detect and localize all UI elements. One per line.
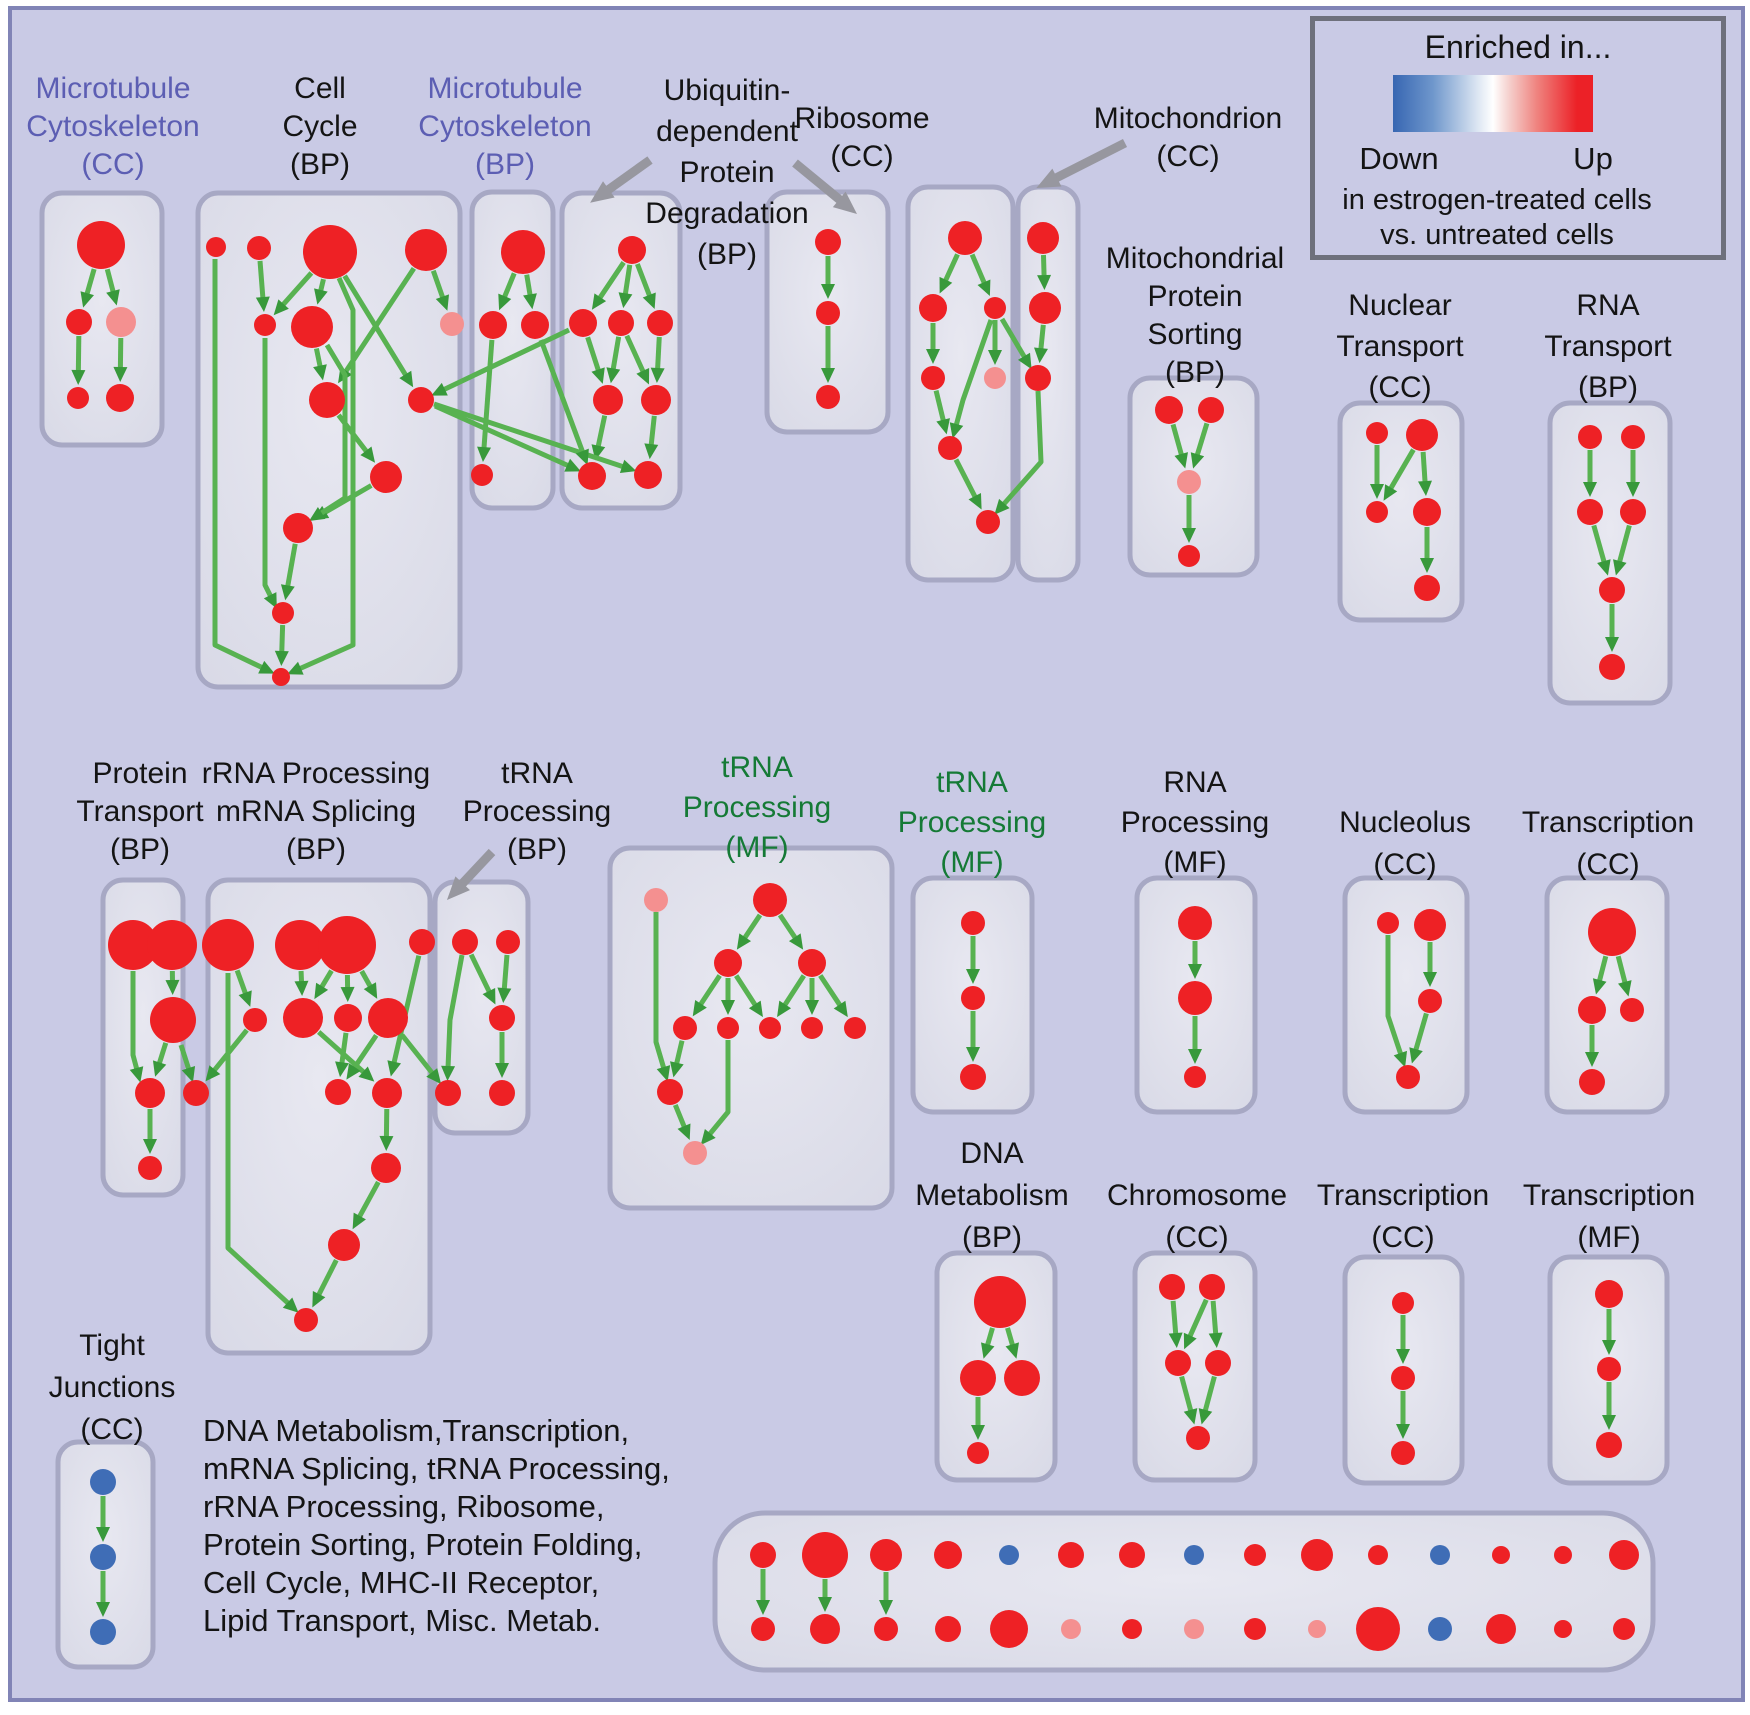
legend-subtitle-line2: vs. untreated cells bbox=[1380, 219, 1614, 251]
go-term-node bbox=[1308, 1620, 1326, 1638]
go-term-node bbox=[961, 911, 985, 935]
go-term-node bbox=[919, 294, 947, 322]
go-term-node bbox=[634, 461, 662, 489]
go-term-node bbox=[1486, 1614, 1516, 1644]
go-term-node bbox=[990, 1610, 1028, 1648]
go-term-node bbox=[452, 929, 478, 955]
go-term-node bbox=[1061, 1619, 1081, 1639]
go-term-node bbox=[801, 1017, 823, 1039]
go-term-node bbox=[1406, 419, 1438, 451]
go-term-node bbox=[318, 916, 376, 974]
go-term-node bbox=[608, 310, 634, 336]
edge-arrow bbox=[1423, 452, 1425, 483]
cluster-label-trna-processing-mf-1: tRNA Processing (MF) bbox=[682, 751, 832, 864]
go-term-node bbox=[206, 237, 226, 257]
go-term-node bbox=[334, 1004, 362, 1032]
go-term-node bbox=[1119, 1542, 1145, 1568]
go-term-node bbox=[1122, 1619, 1142, 1639]
go-term-node bbox=[798, 949, 826, 977]
edge-arrow bbox=[527, 275, 531, 297]
go-term-node bbox=[1186, 1426, 1210, 1450]
go-term-node bbox=[753, 883, 787, 917]
go-term-node bbox=[999, 1545, 1019, 1565]
go-term-node bbox=[1588, 908, 1636, 956]
go-term-node bbox=[435, 1080, 461, 1106]
legend-title: Enriched in... bbox=[1424, 29, 1612, 65]
go-term-node bbox=[1025, 365, 1051, 391]
go-term-node bbox=[1414, 575, 1440, 601]
go-term-node bbox=[948, 221, 982, 255]
cluster-label-dna-metabolism-bp: DNA Metabolism (BP) bbox=[915, 1137, 1069, 1254]
go-term-node bbox=[471, 464, 493, 486]
go-term-node bbox=[1596, 1432, 1622, 1458]
cluster-label-rrna-processing-mrna-splicing-bp: rRNA Processing mRNA Splicing (BP) bbox=[201, 757, 431, 866]
cluster-label-protein-transport-bp: Protein Transport (BP) bbox=[76, 757, 204, 866]
go-term-node bbox=[90, 1469, 116, 1495]
go-term-node bbox=[303, 225, 357, 279]
go-term-node bbox=[641, 385, 671, 415]
go-term-node bbox=[961, 986, 985, 1010]
go-term-node bbox=[1377, 912, 1399, 934]
cluster-label-rna-processing-mf: RNA Processing (MF) bbox=[1120, 766, 1270, 879]
go-term-node bbox=[501, 230, 545, 274]
go-term-node bbox=[1595, 1280, 1623, 1308]
cluster-box-nuclear-transport-cc bbox=[1340, 403, 1462, 620]
cluster-label-tight-junctions-cc: Tight Junctions (CC) bbox=[48, 1329, 176, 1446]
cluster-label-cell-cycle-bp: Cell Cycle (BP) bbox=[282, 72, 358, 181]
go-term-node bbox=[372, 1078, 402, 1108]
go-term-node bbox=[1178, 981, 1212, 1015]
go-term-node bbox=[751, 1617, 775, 1641]
go-term-node bbox=[243, 1008, 267, 1032]
go-term-node bbox=[647, 310, 673, 336]
go-term-node bbox=[618, 236, 646, 264]
go-term-node bbox=[309, 382, 345, 418]
go-term-node bbox=[1396, 1065, 1420, 1089]
edge-arrow bbox=[1043, 255, 1044, 277]
go-term-node bbox=[408, 387, 434, 413]
go-term-node bbox=[1159, 1274, 1185, 1300]
go-term-node bbox=[1184, 1066, 1206, 1088]
cluster-label-trna-processing-mf-2: tRNA Processing (MF) bbox=[897, 766, 1047, 879]
go-term-node bbox=[254, 314, 276, 336]
go-term-node bbox=[644, 888, 668, 912]
go-term-node bbox=[984, 367, 1006, 389]
go-term-node bbox=[1579, 1069, 1605, 1095]
go-term-node bbox=[371, 1153, 401, 1183]
go-term-node bbox=[77, 221, 125, 269]
go-term-node bbox=[521, 311, 549, 339]
cluster-label-nuclear-transport-cc: Nuclear Transport (CC) bbox=[1336, 289, 1464, 404]
go-term-node bbox=[938, 436, 962, 460]
go-term-node bbox=[328, 1229, 360, 1261]
cluster-label-microtubule-cytoskeleton-bp: Microtubule Cytoskeleton (BP) bbox=[418, 72, 592, 181]
edge-arrow bbox=[260, 261, 263, 299]
go-term-node bbox=[1366, 501, 1388, 523]
cluster-label-trna-processing-bp: tRNA Processing (BP) bbox=[462, 757, 612, 866]
go-term-node bbox=[683, 1141, 707, 1165]
go-term-node bbox=[1599, 654, 1625, 680]
go-term-node bbox=[370, 461, 402, 493]
go-term-node bbox=[440, 312, 464, 336]
go-term-node bbox=[1392, 1292, 1414, 1314]
go-term-node bbox=[759, 1017, 781, 1039]
edge-arrow bbox=[1173, 1301, 1176, 1335]
go-term-node bbox=[291, 306, 333, 348]
go-term-node bbox=[1205, 1350, 1231, 1376]
go-term-node bbox=[750, 1542, 776, 1568]
go-term-node bbox=[1430, 1545, 1450, 1565]
cluster-label-ribosome-cc: Ribosome (CC) bbox=[794, 102, 930, 173]
edge-arrow bbox=[504, 955, 507, 990]
misc-terms-bar bbox=[715, 1513, 1653, 1670]
go-term-node bbox=[974, 1276, 1026, 1328]
cluster-label-nucleolus-cc: Nucleolus (CC) bbox=[1339, 806, 1471, 881]
go-term-node bbox=[135, 1078, 165, 1108]
go-term-node bbox=[496, 930, 520, 954]
go-term-node bbox=[1414, 909, 1446, 941]
cluster-label-rna-transport-bp: RNA Transport (BP) bbox=[1544, 289, 1672, 404]
go-term-node bbox=[138, 1156, 162, 1180]
go-term-node bbox=[1620, 499, 1646, 525]
go-term-node bbox=[1391, 1441, 1415, 1465]
go-term-node bbox=[1058, 1542, 1084, 1568]
legend-up-label: Up bbox=[1573, 141, 1613, 176]
go-term-node bbox=[489, 1005, 515, 1031]
cluster-label-ubiquitin-dependent-protein-degradation-bp: Ubiquitin- dependent Protein Degradation (BP) bbox=[645, 74, 809, 271]
go-term-node bbox=[1177, 470, 1201, 494]
cluster-label-transcription-mf: Transcription (MF) bbox=[1522, 1179, 1696, 1254]
go-term-node bbox=[275, 920, 325, 970]
go-term-node bbox=[1597, 1357, 1621, 1381]
go-term-node bbox=[1554, 1546, 1572, 1564]
go-term-node bbox=[1368, 1545, 1388, 1565]
go-term-node bbox=[247, 236, 271, 260]
go-term-node bbox=[1178, 906, 1212, 940]
go-term-node bbox=[960, 1064, 986, 1090]
go-term-node bbox=[1613, 1618, 1635, 1640]
go-term-node bbox=[816, 301, 840, 325]
go-term-node bbox=[1155, 396, 1183, 424]
cluster-label-chromosome-cc: Chromosome (CC) bbox=[1106, 1179, 1288, 1254]
go-term-node bbox=[1577, 499, 1603, 525]
go-term-node bbox=[1620, 998, 1644, 1022]
go-term-node bbox=[1301, 1539, 1333, 1571]
go-term-node bbox=[67, 387, 89, 409]
go-term-node bbox=[90, 1619, 116, 1645]
go-term-node bbox=[569, 309, 597, 337]
edge-arrow bbox=[1041, 325, 1044, 350]
go-term-node bbox=[1027, 222, 1059, 254]
go-term-node bbox=[150, 997, 196, 1043]
go-term-node bbox=[1184, 1545, 1204, 1565]
go-term-node bbox=[106, 384, 134, 412]
cluster-label-mitochondrion-cc: Mitochondrion (CC) bbox=[1093, 102, 1283, 173]
go-term-node bbox=[1578, 425, 1602, 449]
go-term-node bbox=[202, 919, 254, 971]
go-term-node bbox=[960, 1360, 996, 1396]
legend-down-label: Down bbox=[1359, 141, 1439, 176]
go-term-node bbox=[1578, 996, 1606, 1024]
go-term-node bbox=[714, 949, 742, 977]
go-term-node bbox=[1554, 1620, 1572, 1638]
cluster-label-transcription-cc-2: Transcription (CC) bbox=[1316, 1179, 1490, 1254]
go-term-node bbox=[106, 307, 136, 337]
go-term-node bbox=[1356, 1607, 1400, 1651]
go-term-node bbox=[921, 366, 945, 390]
go-term-node bbox=[844, 1017, 866, 1039]
go-term-node bbox=[409, 929, 435, 955]
go-term-node bbox=[976, 510, 1000, 534]
go-term-node bbox=[1609, 1540, 1639, 1570]
go-term-node bbox=[1199, 1274, 1225, 1300]
go-term-node bbox=[578, 462, 606, 490]
go-term-node bbox=[479, 311, 507, 339]
edge-arrow bbox=[651, 416, 654, 446]
edge-arrow bbox=[658, 337, 660, 370]
go-term-node bbox=[870, 1539, 902, 1571]
go-term-node bbox=[405, 229, 447, 271]
go-term-node bbox=[1029, 292, 1061, 324]
go-term-node bbox=[1413, 498, 1441, 526]
go-term-node bbox=[717, 1017, 739, 1039]
go-term-node bbox=[147, 920, 197, 970]
go-term-node bbox=[874, 1617, 898, 1641]
go-term-node bbox=[272, 668, 290, 686]
go-term-node bbox=[810, 1614, 840, 1644]
go-term-node bbox=[1165, 1350, 1191, 1376]
edge-arrow bbox=[282, 625, 283, 653]
go-term-node bbox=[90, 1544, 116, 1570]
go-term-node bbox=[1244, 1618, 1266, 1640]
go-term-node bbox=[673, 1016, 697, 1040]
cluster-box-ubiquitin-dependent-protein-degradation-bp bbox=[562, 193, 680, 508]
cluster-label-transcription-cc-1: Transcription (CC) bbox=[1521, 806, 1695, 881]
cluster-label-mitochondrial-protein-sorting-bp: Mitochondrial Protein Sorting (BP) bbox=[1105, 242, 1285, 389]
go-term-node bbox=[66, 309, 92, 335]
go-term-node bbox=[1198, 397, 1224, 423]
legend-subtitle-line1: in estrogen-treated cells bbox=[1342, 184, 1652, 216]
go-term-node bbox=[283, 513, 313, 543]
go-term-node bbox=[1391, 1366, 1415, 1390]
go-term-node bbox=[802, 1532, 848, 1578]
go-term-node bbox=[984, 297, 1006, 319]
go-term-node bbox=[815, 229, 841, 255]
go-term-node bbox=[183, 1080, 209, 1106]
go-term-node bbox=[325, 1079, 351, 1105]
go-term-node bbox=[1418, 989, 1442, 1013]
go-term-node bbox=[1428, 1617, 1452, 1641]
go-term-node bbox=[934, 1541, 962, 1569]
go-term-node bbox=[1244, 1544, 1266, 1566]
edge-arrow bbox=[1213, 1301, 1216, 1335]
go-term-node bbox=[593, 385, 623, 415]
go-term-node bbox=[489, 1080, 515, 1106]
go-term-node bbox=[657, 1079, 683, 1105]
go-term-node bbox=[1492, 1546, 1510, 1564]
go-term-node bbox=[294, 1308, 318, 1332]
go-term-node bbox=[967, 1442, 989, 1464]
go-term-node bbox=[1184, 1619, 1204, 1639]
misc-terms-note: DNA Metabolism,Transcription, mRNA Splicing, tRNA Processing, rRNA Processing, Ribosome, Protein Sorting, Protein Folding, Cell Cycle, MHC-II Receptor, Lipid Transport, Misc. Metab. bbox=[203, 1413, 670, 1638]
go-term-node bbox=[1599, 577, 1625, 603]
edge-arrow bbox=[320, 279, 323, 292]
cluster-label-microtubule-cytoskeleton-cc: Microtubule Cytoskeleton (CC) bbox=[26, 72, 200, 181]
go-term-node bbox=[816, 385, 840, 409]
go-term-node bbox=[1366, 422, 1388, 444]
go-term-node bbox=[935, 1616, 961, 1642]
go-term-node bbox=[368, 998, 408, 1038]
go-term-node bbox=[283, 998, 323, 1038]
go-term-node bbox=[1621, 425, 1645, 449]
go-term-node bbox=[1178, 545, 1200, 567]
go-term-node bbox=[1004, 1360, 1040, 1396]
go-term-node bbox=[272, 602, 294, 624]
